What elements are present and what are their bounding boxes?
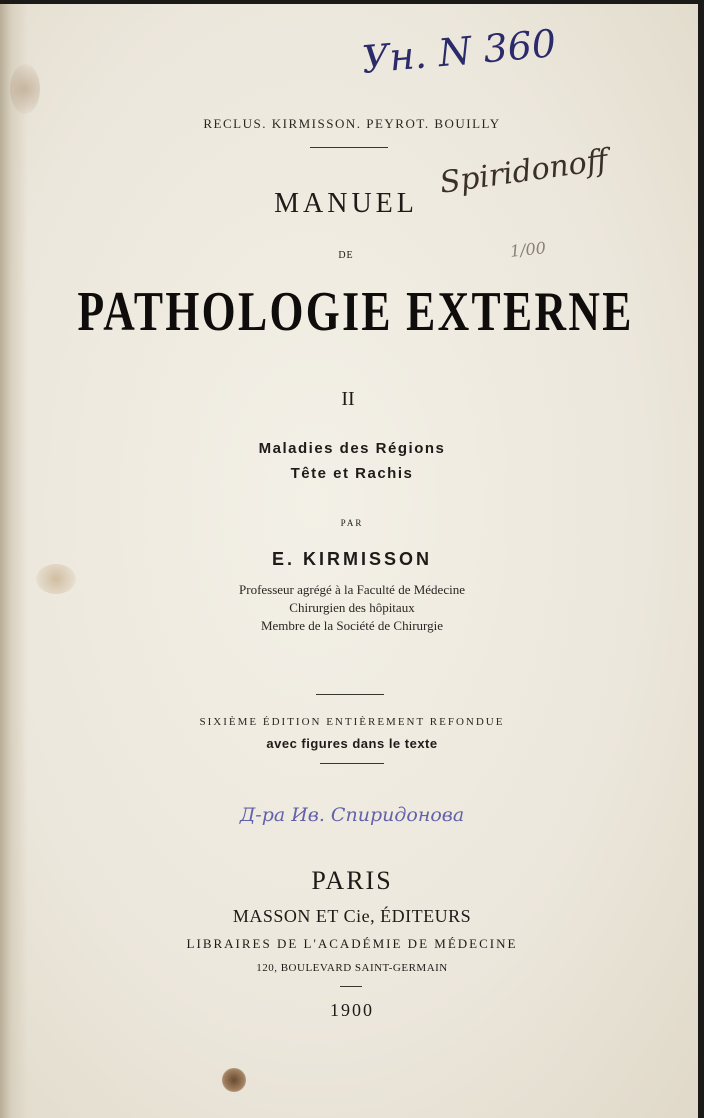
volume-number: II [341, 388, 355, 410]
divider-edition-top [316, 694, 384, 695]
imprint-publisher: MASSON ET Cie, ÉDITEURS [232, 906, 472, 926]
figures-note: avec figures dans le texte [266, 736, 438, 751]
divider-top [310, 147, 388, 148]
series-authors: RECLUS. KIRMISSON. PEYROT. BOUILLY [203, 116, 501, 131]
imprint-address: 120, BOULEVARD SAINT-GERMAIN [256, 962, 448, 974]
divider-edition-bottom [320, 763, 384, 764]
title-page [0, 4, 698, 1118]
edition-note: SIXIÈME ÉDITION ENTIÈREMENT REFONDUE [199, 716, 505, 728]
handwritten-owner-signature: Spiridonoff [437, 142, 610, 201]
subtitle-head-spine: Tête et Rachis [290, 465, 414, 482]
author-credential: Chirurgien des hôpitaux [289, 600, 415, 615]
title-de: DE [338, 250, 354, 261]
imprint-city: PARIS [311, 866, 393, 895]
foxing-spot [10, 64, 40, 114]
author-name: E. KIRMISSON [271, 549, 432, 569]
foxing-spot [36, 564, 76, 594]
imprint-libraires: LIBRAIRES DE L'ACADÉMIE DE MÉDECINE [186, 936, 518, 951]
title-manuel: MANUEL [274, 188, 418, 219]
author-credential: Membre de la Société de Chirurgie [260, 618, 444, 633]
author-credential: Professeur agrégé à la Faculté de Médecine [239, 582, 465, 597]
main-title: PATHOLOGIE EXTERNE [77, 281, 634, 343]
divider-year [340, 986, 362, 987]
imprint-year: 1900 [330, 1000, 374, 1020]
handwritten-price-note: 1/00 [509, 238, 547, 261]
owner-stamp: Д-ра Ив. Спиридонова [239, 804, 465, 826]
subtitle-regions: Maladies des Régions [258, 440, 446, 457]
by-label: PAR [340, 518, 364, 528]
handwritten-shelf-mark: Ун. N 360 [360, 21, 558, 82]
foxing-spot [222, 1068, 246, 1092]
